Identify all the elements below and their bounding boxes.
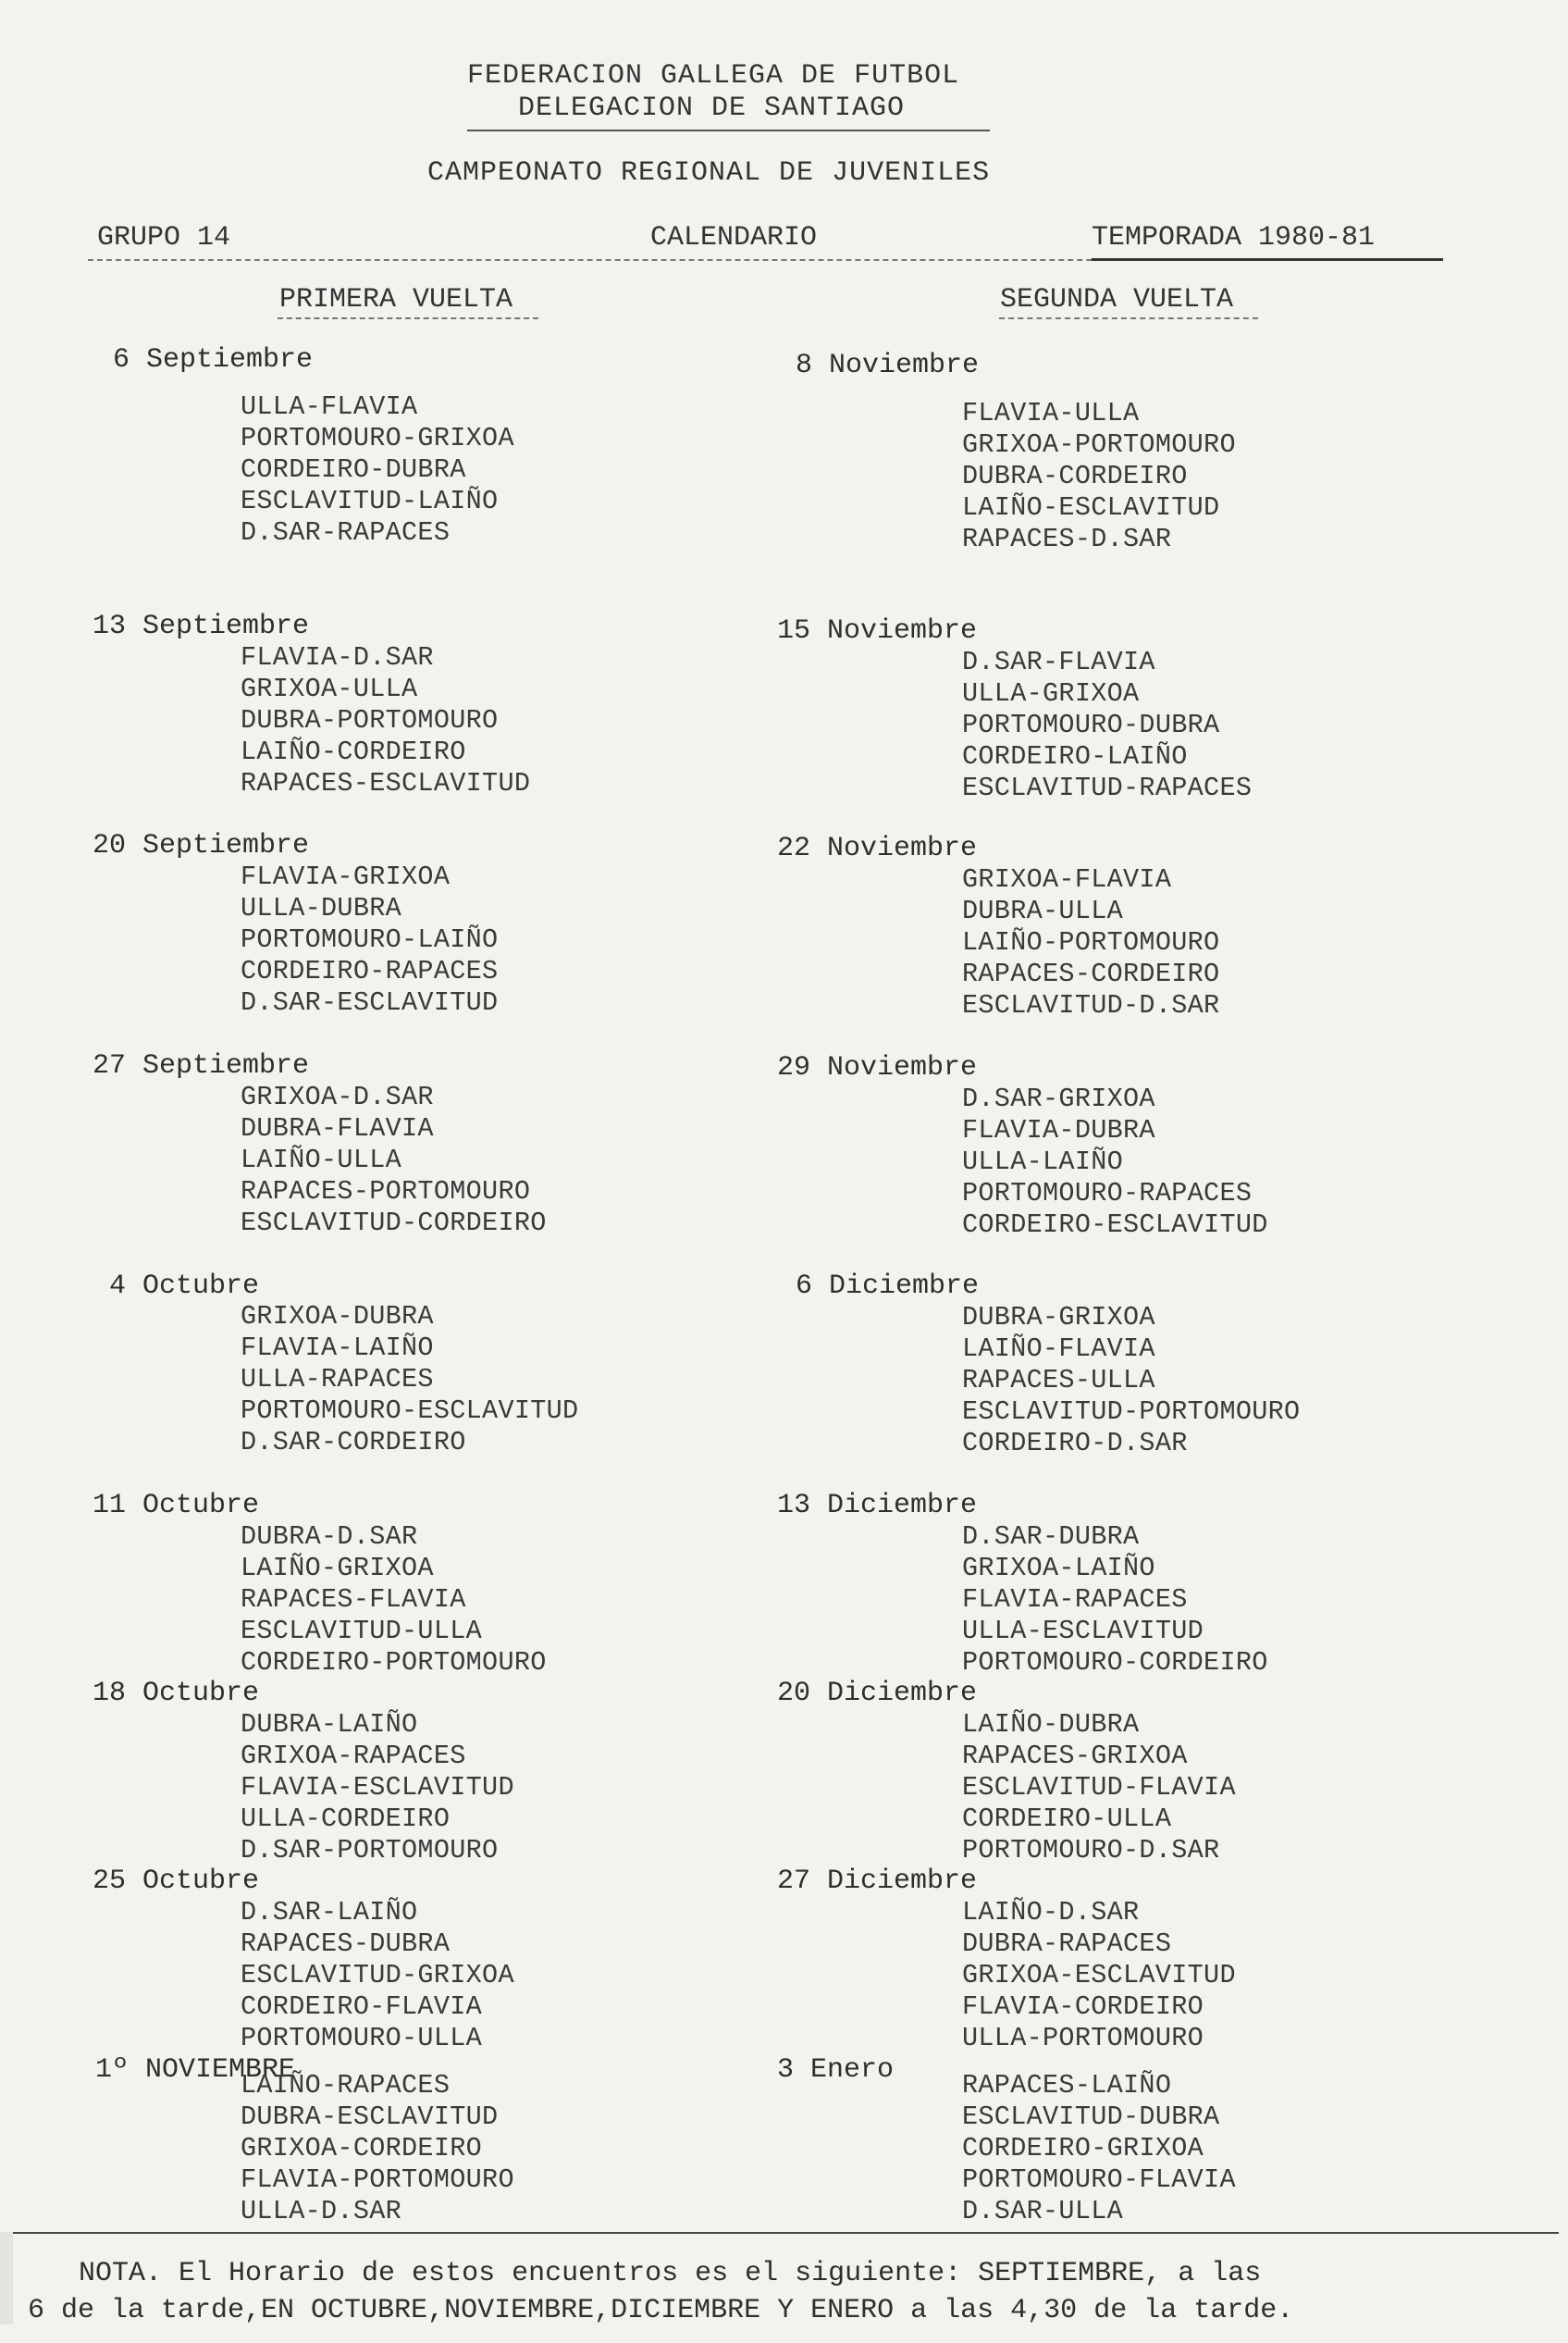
match-line: ULLA-ESCLAVITUD [962,1616,1204,1646]
match-line: RAPACES-FLAVIA [241,1584,466,1615]
second-round-title: SEGUNDA VUELTA [1000,284,1234,316]
match-line: FLAVIA-RAPACES [962,1584,1188,1615]
match-line: ESCLAVITUD-FLAVIA [962,1772,1236,1803]
match-line: PORTOMOURO-CORDEIRO [962,1647,1268,1678]
match-line: ESCLAVITUD-ULLA [241,1616,483,1646]
match-line: DUBRA-LAIÑO [241,1709,418,1740]
delegation-title: DELEGACION DE SANTIAGO [518,93,906,124]
match-line: CORDEIRO-GRIXOA [962,2133,1204,2163]
match-line: LAIÑO-ESCLAVITUD [962,492,1220,523]
match-line: PORTOMOURO-LAIÑO [241,924,499,955]
match-line: RAPACES-CORDEIRO [962,959,1220,989]
match-line: GRIXOA-FLAVIA [962,864,1172,895]
round-date: 6 Diciembre [796,1271,980,1302]
match-line: FLAVIA-ULLA [962,398,1140,428]
match-line: GRIXOA-D.SAR [241,1082,434,1112]
match-line: GRIXOA-PORTOMOURO [962,429,1236,460]
match-line: RAPACES-LAIÑO [962,2070,1172,2101]
note-line-1: NOTA. El Horario de estos encuentros es el siguiente: SEPTIEMBRE, a las [79,2258,1262,2289]
match-line: DUBRA-GRIXOA [962,1302,1155,1333]
match-line: ULLA-CORDEIRO [241,1804,451,1834]
match-line: D.SAR-RAPACES [241,517,451,548]
match-line: ULLA-RAPACES [241,1364,434,1395]
header-underline [467,130,990,131]
round-date: 8 Noviembre [796,350,980,381]
match-line: ULLA-PORTOMOURO [962,2023,1204,2053]
match-line: ESCLAVITUD-LAIÑO [241,486,499,516]
round-date: 27 Septiembre [93,1050,310,1082]
match-line: ESCLAVITUD-D.SAR [962,990,1220,1021]
calendar-label: CALENDARIO [650,222,818,254]
match-line: DUBRA-RAPACES [962,1928,1172,1959]
season-label: TEMPORADA 1980-81 [1092,222,1376,254]
match-line: LAIÑO-GRIXOA [241,1553,434,1583]
season-underline [1092,258,1443,261]
round-date: 27 Diciembre [777,1866,978,1897]
match-line: D.SAR-GRIXOA [962,1084,1155,1114]
match-line: D.SAR-PORTOMOURO [241,1835,499,1866]
match-line: FLAVIA-GRIXOA [241,862,451,892]
first-round-title: PRIMERA VUELTA [279,284,513,316]
round-date: 1º NOVIEMBRE [95,2054,296,2086]
match-line: DUBRA-D.SAR [241,1521,418,1552]
second-round-underline [999,317,1258,319]
match-line: ESCLAVITUD-DUBRA [962,2101,1220,2132]
match-line: PORTOMOURO-FLAVIA [962,2164,1236,2195]
match-line: GRIXOA-ESCLAVITUD [962,1960,1236,1990]
match-line: LAIÑO-ULLA [241,1145,402,1175]
match-line: ULLA-FLAVIA [241,391,418,422]
match-line: D.SAR-LAIÑO [241,1897,418,1928]
round-date: 20 Diciembre [777,1678,978,1709]
match-line: D.SAR-ULLA [962,2196,1124,2226]
match-line: PORTOMOURO-ESCLAVITUD [241,1395,579,1426]
round-date: 20 Septiembre [93,830,310,862]
match-line: ESCLAVITUD-PORTOMOURO [962,1396,1301,1427]
match-line: D.SAR-CORDEIRO [241,1427,466,1457]
round-date: 3 Enero [777,2054,895,2086]
match-line: DUBRA-ESCLAVITUD [241,2101,499,2132]
match-line: LAIÑO-FLAVIA [962,1333,1155,1364]
match-line: ESCLAVITUD-GRIXOA [241,1960,514,1990]
match-line: RAPACES-ULLA [962,1365,1155,1395]
match-line: LAIÑO-PORTOMOURO [962,927,1220,958]
championship-title: CAMPEONATO REGIONAL DE JUVENILES [427,157,991,189]
match-line: RAPACES-D.SAR [962,524,1172,554]
round-date: 29 Noviembre [777,1052,978,1084]
match-line: CORDEIRO-ULLA [962,1804,1172,1834]
first-round-underline [278,317,538,319]
match-line: CORDEIRO-ESCLAVITUD [962,1209,1268,1240]
group-label: GRUPO 14 [97,222,231,254]
match-line: RAPACES-ESCLAVITUD [241,768,531,799]
match-line: PORTOMOURO-GRIXOA [241,423,514,453]
match-line: DUBRA-CORDEIRO [962,461,1188,491]
match-line: CORDEIRO-D.SAR [962,1428,1188,1458]
match-line: ULLA-DUBRA [241,893,402,924]
match-line: ESCLAVITUD-CORDEIRO [241,1208,547,1238]
match-line: D.SAR-FLAVIA [962,647,1155,677]
match-line: RAPACES-DUBRA [241,1928,451,1959]
round-date: 6 Septiembre [113,344,314,376]
match-line: D.SAR-ESCLAVITUD [241,987,499,1018]
match-line: LAIÑO-DUBRA [962,1709,1140,1740]
match-line: FLAVIA-PORTOMOURO [241,2164,514,2195]
round-date: 18 Octubre [93,1678,260,1709]
round-date: 25 Octubre [93,1866,260,1897]
match-line: GRIXOA-ULLA [241,674,418,704]
round-date: 22 Noviembre [777,833,978,864]
match-line: PORTOMOURO-RAPACES [962,1178,1253,1209]
round-date: 13 Septiembre [93,611,310,642]
match-line: DUBRA-PORTOMOURO [241,705,499,736]
match-line: GRIXOA-RAPACES [241,1741,466,1771]
note-line-2: 6 de la tarde,EN OCTUBRE,NOVIEMBRE,DICIEMBRE Y ENERO a las 4,30 de la tarde. [28,2295,1294,2326]
match-line: GRIXOA-CORDEIRO [241,2133,483,2163]
match-line: ESCLAVITUD-RAPACES [962,773,1253,803]
match-line: ULLA-GRIXOA [962,678,1140,709]
round-date: 11 Octubre [93,1490,260,1521]
match-line: FLAVIA-ESCLAVITUD [241,1772,514,1803]
match-line: CORDEIRO-FLAVIA [241,1991,483,2022]
match-line: CORDEIRO-PORTOMOURO [241,1647,547,1678]
match-line: RAPACES-GRIXOA [962,1741,1188,1771]
note-rule [9,2232,1559,2234]
match-line: FLAVIA-LAIÑO [241,1333,434,1363]
round-date: 15 Noviembre [777,615,978,647]
match-line: LAIÑO-D.SAR [962,1897,1140,1928]
match-line: DUBRA-FLAVIA [241,1113,434,1144]
match-line: DUBRA-ULLA [962,896,1124,926]
match-line: FLAVIA-CORDEIRO [962,1991,1204,2022]
match-line: CORDEIRO-RAPACES [241,956,499,986]
round-date: 4 Octubre [109,1271,260,1302]
match-line: LAIÑO-RAPACES [241,2070,451,2101]
match-line: PORTOMOURO-D.SAR [962,1835,1220,1866]
federation-title: FEDERACION GALLEGA DE FUTBOL [467,60,960,92]
match-line: CORDEIRO-LAIÑO [962,741,1188,772]
match-line: D.SAR-DUBRA [962,1521,1140,1552]
match-line: ULLA-D.SAR [241,2196,402,2226]
match-line: LAIÑO-CORDEIRO [241,737,466,767]
match-line: ULLA-LAIÑO [962,1147,1124,1177]
match-line: GRIXOA-LAIÑO [962,1553,1155,1583]
match-line: CORDEIRO-DUBRA [241,454,466,485]
match-line: FLAVIA-DUBRA [962,1115,1155,1146]
round-date: 13 Diciembre [777,1490,978,1521]
match-line: PORTOMOURO-ULLA [241,2023,483,2053]
match-line: PORTOMOURO-DUBRA [962,710,1220,740]
paper-edge [0,2232,13,2324]
match-line: GRIXOA-DUBRA [241,1301,434,1332]
match-line: FLAVIA-D.SAR [241,642,434,673]
match-line: RAPACES-PORTOMOURO [241,1176,531,1207]
